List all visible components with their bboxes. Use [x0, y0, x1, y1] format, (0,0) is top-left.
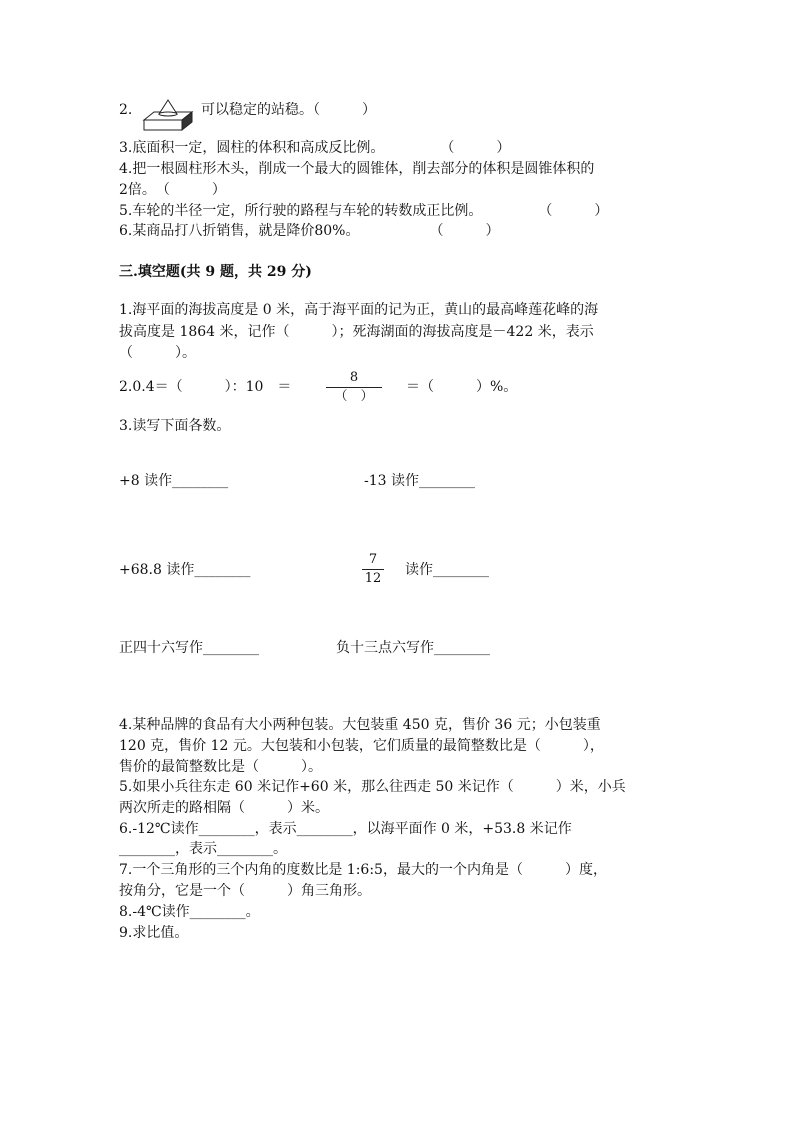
judge-q4-line1: 4.把一根圆柱形木头，削成一个最大的圆锥体，削去部分的体积是圆锥体积的	[119, 161, 595, 177]
fill-q1-line2: 拔高度是 1864 米，记作（ ）；死海湖面的海拔高度是－422 米，表示	[119, 324, 594, 340]
fill-q4-line2: 120 克，售价 12 元。大包装和小包装，它们质量的最简整数比是（ ），	[119, 738, 604, 754]
fill-q7-line2: 按角分，它是一个（ ）角三角形。	[119, 883, 371, 899]
judge-q2-text: 可以稳定的站稳。（ ）	[201, 102, 376, 118]
read-plus8: +8 读作________	[119, 473, 229, 489]
fraction-denominator: 12	[364, 571, 382, 586]
fill-q5-line2: 两次所走的路相隔（ ）米。	[119, 800, 329, 816]
cone-on-block-figure	[140, 98, 196, 134]
fill-q3: 3.读写下面各数。	[119, 418, 231, 434]
fill-q9: 9.求比值。	[119, 925, 189, 941]
judge-q6: 6.某商品打八折销售，就是降价80%。 （ ）	[119, 223, 500, 239]
fill-q6-line2: ________，表示________。	[119, 841, 287, 857]
judge-q2-number: 2.	[119, 102, 133, 118]
judge-q3: 3.底面积一定，圆柱的体积和高成反比例。 （ ）	[119, 140, 511, 156]
fraction-numerator: 7	[368, 552, 378, 567]
fill-q7-line1: 7.一个三角形的三个内角的度数比是 1:6:5，最大的一个内角是（ ）度，	[119, 862, 607, 878]
fill-q5-line1: 5.如果小兵往东走 60 米记作+60 米，那么往西走 50 米记作（ ）米，小兵	[119, 779, 626, 795]
section-title: 三.填空题(共 9 题，共 29 分)	[119, 264, 312, 280]
fraction-denominator: （ ）	[334, 389, 374, 404]
read-fraction	[362, 552, 384, 587]
judge-q5: 5.车轮的半径一定，所行驶的路程与车轮的转数成正比例。 （ ）	[119, 203, 609, 219]
fill-q2-right: ＝（ ）%。	[406, 379, 518, 395]
fraction-bar	[362, 569, 384, 570]
fill-q6-line1: 6.-12℃读作________，表示________，以海平面作 0 米，+53.8 米记作	[119, 821, 572, 837]
fill-q4-line3: 售价的最简整数比是（ ）。	[119, 759, 322, 775]
write-46: 正四十六写作________	[119, 640, 259, 656]
fraction-bar	[326, 387, 382, 388]
fraction-numerator: 8	[349, 370, 359, 385]
write-minus13-6: 负十三点六写作________	[336, 640, 490, 656]
read-fraction-label: 读作________	[405, 562, 489, 578]
fill-q1-line3: （ ）。	[119, 345, 196, 361]
fill-q1-line1: 1.海平面的海拔高度是 0 米，高于海平面的记为正，黄山的最高峰莲花峰的海	[119, 302, 599, 318]
fill-q2-left: 2.0.4＝（ ）：10 ＝	[119, 379, 292, 395]
fill-q8: 8.-4℃读作________。	[119, 904, 260, 920]
fill-q2-fraction	[326, 370, 382, 405]
judge-q4-line2: 2倍。 （ ）	[119, 182, 226, 198]
read-minus13: -13 读作________	[364, 473, 475, 489]
fill-q4-line1: 4.某种品牌的食品有大小两种包装。大包装重 450 克，售价 36 元；小包装重	[119, 717, 601, 733]
read-plus68-8: +68.8 读作________	[119, 562, 251, 578]
